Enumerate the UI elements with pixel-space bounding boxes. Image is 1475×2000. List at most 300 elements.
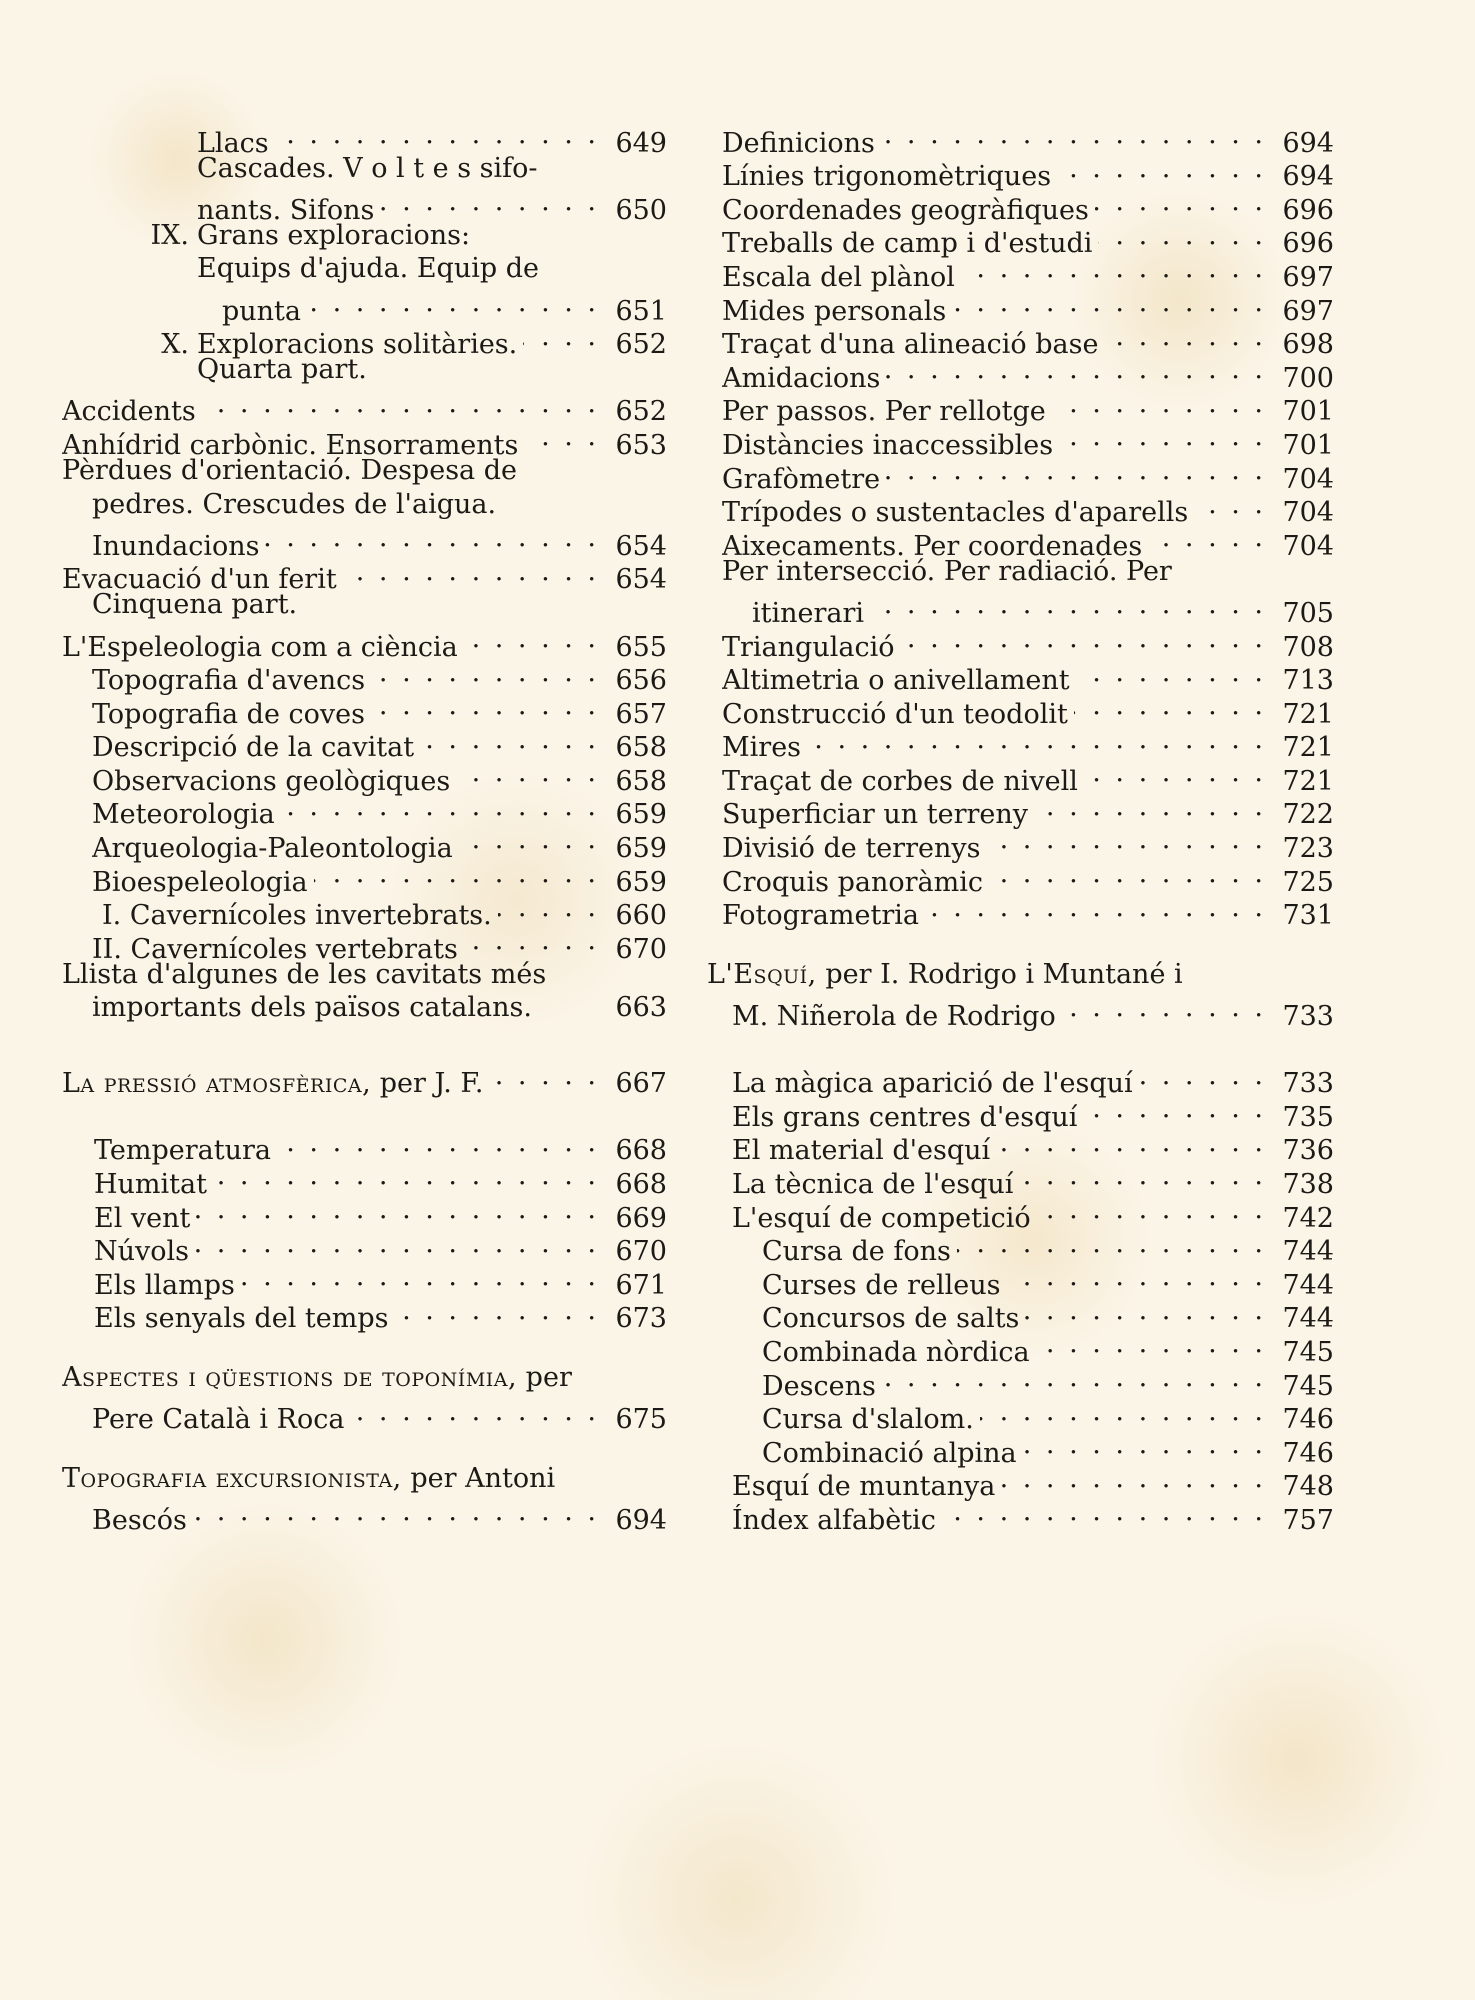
- dot-leader: [371, 689, 599, 723]
- toc-entry-title: [62, 454, 517, 488]
- toc-entry-label: punta: [222, 295, 302, 327]
- toc-entry-title: [722, 798, 1028, 832]
- toc-entry-page-number: 673: [615, 1303, 667, 1335]
- toc-entry: [62, 622, 667, 663]
- toc-entry-title: [732, 1000, 1056, 1034]
- toc-entry-label: Distàncies inaccessibles: [722, 429, 1054, 461]
- toc-entry-title: [197, 252, 539, 286]
- toc-entry-label: Núvols: [94, 1236, 190, 1268]
- toc-entry-author: per: [517, 1361, 572, 1393]
- dot-leader: [1052, 387, 1266, 421]
- toc-entry-page-number: 725: [1282, 866, 1334, 898]
- toc-entry: [722, 588, 1334, 629]
- toc-entry-label: Croquis panoràmic: [722, 866, 983, 898]
- toc-entry-label: Altimetria o anivellament: [722, 665, 1070, 697]
- toc-entry-title: [722, 160, 1051, 194]
- dot-leader: [307, 286, 599, 320]
- toc-entry-page-number: 650: [615, 194, 667, 226]
- toc-entry-label: L'Espeleologia com a ciència: [62, 631, 458, 663]
- dot-leader: [275, 118, 599, 152]
- toc-entry: [722, 991, 1334, 1033]
- toc-entry-title: [722, 295, 946, 329]
- toc-entry-title: [94, 1168, 207, 1202]
- toc-entry-title: [92, 991, 532, 1025]
- dot-leader: [989, 857, 1266, 891]
- toc-entry-title: [62, 1067, 484, 1101]
- toc-entry-label: Grans exploracions:: [197, 219, 471, 251]
- toc-entry-label: Cinquena part.: [92, 589, 298, 621]
- toc-entry-title: [94, 1269, 235, 1303]
- toc-entry-label: Coordenades geogràfiques: [722, 194, 1089, 226]
- toc-entry-title: [94, 1202, 190, 1236]
- toc-entry: [62, 252, 667, 286]
- toc-entry-page-number: 723: [1282, 833, 1334, 865]
- toc-entry-page-number: 694: [615, 1504, 667, 1536]
- toc-entry-page-number: 744: [1282, 1303, 1334, 1335]
- toc-entry: [62, 118, 667, 159]
- toc-entry-label: Evacuació d'un ferit: [62, 564, 337, 596]
- toc-entry-title: [722, 899, 919, 933]
- dot-leader: [1194, 488, 1266, 522]
- toc-entry-label: El vent: [94, 1202, 191, 1234]
- dot-leader: [980, 1395, 1266, 1429]
- dot-leader: [952, 286, 1266, 320]
- toc-entry-page-number: 701: [1282, 429, 1334, 461]
- toc-entry-roman-numeral: X.: [161, 329, 189, 361]
- toc-entry-author: per J. F.: [371, 1068, 484, 1100]
- toc-entry-label: Per intersecció. Per radiació. Per: [722, 555, 1172, 587]
- toc-entry-label: Els senyals del temps: [94, 1303, 389, 1335]
- dot-leader: [1062, 991, 1266, 1025]
- toc-entry-page-number: 698: [1282, 329, 1334, 361]
- toc-entry: [62, 185, 667, 226]
- toc-entry-page-number: 694: [1282, 161, 1334, 193]
- dot-leader: [281, 790, 599, 824]
- dot-leader: [1001, 1462, 1266, 1496]
- toc-entry-title: [762, 1370, 876, 1404]
- toc-entry-label: Línies trigonomètriques: [722, 161, 1052, 193]
- toc-entry-title: [762, 1403, 974, 1437]
- toc-entry-page-number: 660: [615, 900, 667, 932]
- toc-entry-page-number: 721: [1282, 732, 1334, 764]
- toc-entry: [707, 958, 1334, 992]
- toc-entry-label: Traçat d'una alineació base: [722, 329, 1099, 361]
- toc-entry-title: [62, 958, 546, 992]
- toc-entry: [62, 488, 667, 522]
- toc-entry-label: Cursa de fons: [762, 1236, 951, 1268]
- toc-entry-title: [222, 295, 301, 329]
- toc-entry-page-number: 735: [1282, 1101, 1334, 1133]
- dot-leader: [265, 521, 599, 555]
- toc-entry-page-number: 721: [1282, 765, 1334, 797]
- toc-entry-label: Traçat de corbes de nivell: [722, 765, 1078, 797]
- dot-leader: [380, 185, 599, 219]
- toc-entry-page-number: 659: [615, 833, 667, 865]
- toc-entry-label: Els grans centres d'esquí: [732, 1101, 1078, 1133]
- dot-leader: [459, 823, 599, 857]
- toc-entry-title: [722, 127, 875, 161]
- toc-entry-title: [92, 664, 365, 698]
- toc-entry: [62, 1126, 667, 1167]
- toc-entry-title: [92, 866, 308, 900]
- toc-entry-page-number: 721: [1282, 698, 1334, 730]
- toc-entry-label: Topografia d'avencs: [92, 665, 366, 697]
- toc-entry-page-number: 653: [615, 429, 667, 461]
- toc-entry-label: Trípodes o sustentacles d'aparells: [722, 497, 1189, 529]
- toc-entry: [62, 1395, 667, 1436]
- toc-entry-label: II. Cavernícoles vertebrats: [92, 933, 458, 965]
- dot-leader: [1023, 1428, 1266, 1462]
- toc-entry-label: L'Esquí,: [707, 958, 817, 990]
- toc-entry-page-number: 663: [615, 992, 667, 1024]
- toc-entry-page-number: 651: [615, 295, 667, 327]
- toc-entry-label: Definicions: [722, 127, 875, 159]
- dot-leader: [394, 1294, 599, 1328]
- toc-entry-label: importants dels països catalans.: [92, 992, 532, 1024]
- toc-entry-label: Construcció d'un teodolit: [722, 698, 1068, 730]
- dot-leader: [1098, 219, 1266, 253]
- toc-entry-title: [92, 731, 414, 765]
- dot-leader: [420, 723, 599, 757]
- toc-entry-label: Grafòmetre: [722, 463, 881, 495]
- dot-leader: [986, 823, 1266, 857]
- toc-entry-title: [102, 899, 492, 933]
- toc-entry: [62, 1059, 667, 1100]
- toc-entry-label: Llacs: [197, 127, 269, 159]
- toc-entry-page-number: 746: [1282, 1404, 1334, 1436]
- toc-entry-title: [722, 731, 801, 765]
- toc-entry-title: [722, 261, 955, 295]
- toc-entry-label: I. Cavernícoles invertebrats.: [102, 900, 492, 932]
- dot-leader: [202, 387, 599, 421]
- toc-entry-title: [94, 1235, 189, 1269]
- toc-entry-page-number: 671: [615, 1269, 667, 1301]
- toc-entry-label: Descripció de la cavitat: [92, 732, 415, 764]
- toc-entry: [62, 454, 667, 488]
- dot-leader: [925, 891, 1266, 925]
- toc-entry-title: [722, 194, 1089, 228]
- dot-leader: [1074, 689, 1266, 723]
- dot-leader: [1076, 656, 1266, 690]
- toc-entry-title: [722, 631, 894, 665]
- toc-entry-page-number: 736: [1282, 1135, 1334, 1167]
- toc-entry-title: [92, 1504, 187, 1538]
- dot-leader: [1057, 152, 1266, 186]
- toc-entry-title: [762, 1302, 1019, 1336]
- toc-entry-title: [197, 353, 367, 387]
- toc-entry-label: Superficiar un terreny: [722, 799, 1029, 831]
- toc-entry-label: Aixecaments. Per coordenades: [722, 530, 1143, 562]
- toc-entry-label: Combinada nòrdica: [762, 1336, 1030, 1368]
- toc-entry-page-number: 654: [615, 564, 667, 596]
- toc-entry-title: [722, 555, 1172, 589]
- dot-leader: [371, 656, 599, 690]
- toc-entry-title: [722, 362, 880, 396]
- toc-entry-title: [732, 1067, 1133, 1101]
- toc-entry-title: [92, 530, 259, 564]
- toc-entry-page-number: 658: [615, 765, 667, 797]
- toc-entry-author: per Antoni: [401, 1462, 556, 1494]
- toc-entry-label: Aspectes i qüestions de toponímia,: [62, 1361, 518, 1393]
- toc-entry-page-number: 656: [615, 665, 667, 697]
- toc-entry-page-number: 654: [615, 530, 667, 562]
- toc-left-column: [62, 118, 667, 1536]
- toc-entry-page-number: 670: [615, 933, 667, 965]
- toc-entry-label: Anhídrid carbònic. Ensorraments: [62, 429, 519, 461]
- toc-entry-page-number: 668: [615, 1135, 667, 1167]
- toc-entry-title: [752, 597, 864, 631]
- dot-leader: [524, 420, 599, 454]
- dot-leader: [277, 1126, 599, 1160]
- toc-entry-label: itinerari: [752, 597, 865, 629]
- toc-entry-page-number: 705: [1282, 597, 1334, 629]
- toc-entry-title: [762, 1235, 951, 1269]
- toc-entry-label: Concursos de salts: [762, 1303, 1020, 1335]
- toc-entry-label: Arqueologia-Paleontologia: [92, 833, 453, 865]
- toc-entry-title: [92, 1403, 344, 1437]
- dot-leader: [1084, 756, 1266, 790]
- toc-entry-page-number: 669: [615, 1202, 667, 1234]
- dot-leader: [961, 252, 1266, 286]
- toc-entry-title: [92, 698, 365, 732]
- toc-entry-page-number: 704: [1282, 497, 1334, 529]
- toc-entry-label: Esquí de muntanya: [732, 1471, 996, 1503]
- toc-entry-label: Curses de relleus: [762, 1269, 1001, 1301]
- toc-entry: [722, 756, 1334, 797]
- toc-entry-page-number: 659: [615, 799, 667, 831]
- toc-entry-title: [92, 588, 297, 622]
- dot-leader: [886, 353, 1266, 387]
- toc-entry-title: [722, 664, 1070, 698]
- toc-entry: [62, 958, 667, 992]
- toc-entry-title: [732, 1168, 1013, 1202]
- dot-leader: [1025, 1294, 1266, 1328]
- toc-entry: [62, 286, 667, 327]
- dot-leader: [1037, 1193, 1266, 1227]
- toc-entry: [62, 1495, 667, 1536]
- toc-entry-title: [732, 1504, 936, 1538]
- toc-entry: [62, 521, 667, 562]
- dot-leader: [196, 1193, 599, 1227]
- toc-entry-label: Mires: [722, 732, 802, 764]
- toc-entry-label: Llista d'algunes de les cavitats més: [62, 958, 547, 990]
- dot-leader: [195, 1227, 599, 1261]
- toc-entry-page-number: 675: [615, 1404, 667, 1436]
- toc-entry-page-number: 733: [1282, 1068, 1334, 1100]
- dot-leader: [996, 1126, 1266, 1160]
- toc-entry-title: [62, 1462, 555, 1496]
- toc-entry-title: [197, 152, 538, 186]
- toc-entry-page-number: 744: [1282, 1269, 1334, 1301]
- dot-leader: [900, 622, 1266, 656]
- toc-entry-roman-numeral: IX.: [150, 219, 189, 251]
- dot-leader: [343, 555, 599, 589]
- toc-entry-label: Bioespeleologia: [92, 866, 308, 898]
- toc-entry: [62, 387, 667, 428]
- dot-leader: [1104, 320, 1266, 354]
- dot-leader: [881, 118, 1266, 152]
- toc-entry-label: Els llamps: [94, 1269, 235, 1301]
- toc-entry-title: [762, 1269, 1000, 1303]
- toc-entry-page-number: 697: [1282, 295, 1334, 327]
- dot-leader: [870, 588, 1266, 622]
- toc-entry: [62, 1462, 667, 1496]
- dot-leader: [350, 1395, 599, 1429]
- dot-leader: [498, 891, 599, 925]
- toc-entry-page-number: 697: [1282, 261, 1334, 293]
- toc-entry-title: [94, 1302, 388, 1336]
- toc-entry: [722, 118, 1334, 159]
- toc-entry: [722, 555, 1334, 589]
- toc-entry-label: Triangulació: [722, 631, 895, 663]
- toc-entry-page-number: 708: [1282, 631, 1334, 663]
- toc-entry-title: [722, 765, 1078, 799]
- toc-entry: [62, 152, 667, 186]
- dot-leader: [241, 1260, 599, 1294]
- toc-entry-label: Divisió de terrenys: [722, 833, 981, 865]
- toc-entry-label: Mides personals: [722, 295, 947, 327]
- toc-entry-label: La pressió atmosfèrica,: [62, 1068, 372, 1100]
- dot-leader: [1006, 1260, 1266, 1294]
- toc-entry-label: Per passos. Per rellotge: [722, 396, 1046, 428]
- dot-leader: [213, 1159, 599, 1193]
- toc-entry-page-number: 701: [1282, 396, 1334, 428]
- dot-leader: [1036, 1327, 1266, 1361]
- toc-entry-title: [722, 496, 1188, 530]
- toc-entry-page-number: 652: [615, 396, 667, 428]
- toc-entry-label: Índex alfabètic: [732, 1504, 936, 1536]
- toc-entry-page-number: 738: [1282, 1169, 1334, 1200]
- toc-entry: [62, 219, 667, 253]
- dot-leader: [886, 454, 1266, 488]
- toc-entry-page-number: 713: [1282, 665, 1334, 697]
- toc-entry: [62, 991, 667, 1025]
- toc-entry-label: Escala del plànol: [722, 261, 955, 293]
- toc-entry-page-number: 670: [615, 1236, 667, 1268]
- dot-leader: [882, 1361, 1266, 1395]
- toc-entry-title: [722, 463, 880, 497]
- toc-entry-page-number: 655: [615, 631, 667, 663]
- toc-entry-page-number: 722: [1282, 799, 1334, 831]
- dot-leader: [957, 1227, 1266, 1261]
- toc-entry: [722, 1059, 1334, 1100]
- toc-entry-page-number: 733: [1282, 1001, 1334, 1033]
- toc-entry-label: Temperatura: [94, 1135, 272, 1167]
- toc-entry-label: M. Niñerola de Rodrigo: [732, 1001, 1056, 1033]
- toc-entry-page-number: 694: [1282, 127, 1334, 159]
- toc-entry: [722, 723, 1334, 764]
- toc-entry-page-number: 667: [615, 1068, 667, 1100]
- toc-entry-title: [117, 219, 470, 253]
- dot-leader: [1019, 1159, 1266, 1193]
- toc-entry-page-number: 658: [615, 732, 667, 764]
- toc-entry-label: pedres. Crescudes de l'aigua.: [92, 488, 497, 520]
- toc-entry-label: Inundacions: [92, 530, 260, 562]
- toc-entry-label: Cursa d'slalom.: [762, 1404, 974, 1436]
- toc-entry-page-number: 745: [1282, 1336, 1334, 1368]
- toc-entry-page-number: 668: [615, 1169, 667, 1200]
- toc-entry-page-number: 746: [1282, 1437, 1334, 1469]
- dot-leader: [464, 622, 599, 656]
- toc-entry-page-number: 704: [1282, 463, 1334, 495]
- toc-entry-label: Fotogrametria: [722, 900, 919, 932]
- toc-entry-label: Bescós: [92, 1504, 187, 1536]
- toc-entry-title: [722, 832, 980, 866]
- toc-entry: [62, 320, 667, 361]
- dot-leader: [490, 1059, 599, 1093]
- dot-leader: [193, 1495, 599, 1529]
- dot-leader: [456, 756, 599, 790]
- toc-right-column: [707, 118, 1334, 1536]
- toc-entry-page-number: 659: [615, 866, 667, 898]
- toc-entry-label: Cascades. V o l t e s sifo-: [197, 152, 538, 184]
- toc-entry-title: [762, 1437, 1017, 1471]
- toc-entry-page-number: 700: [1282, 362, 1334, 394]
- toc-entry-page-number: 742: [1282, 1202, 1334, 1234]
- dot-leader: [1083, 1092, 1266, 1126]
- toc-entry-title: [62, 1361, 572, 1395]
- toc-entry-label: Topografia excursionista,: [62, 1462, 402, 1494]
- section-gap: [62, 1025, 667, 1059]
- toc-entry: [62, 1361, 667, 1395]
- dot-leader: [942, 1495, 1266, 1529]
- dot-leader: [1095, 185, 1266, 219]
- toc-entry-label: Equips d'ajuda. Equip de: [197, 253, 539, 285]
- toc-entry-label: Quarta part.: [197, 354, 367, 386]
- toc-entry-title: [92, 798, 275, 832]
- toc-entry-label: Humitat: [94, 1169, 207, 1200]
- dot-leader: [1148, 521, 1266, 555]
- toc-entry-page-number: 649: [615, 127, 667, 159]
- dot-leader: [1059, 420, 1266, 454]
- toc-entry-label: Combinació alpina: [762, 1437, 1017, 1469]
- toc-entry-label: Amidacions: [722, 362, 881, 394]
- toc-entry-title: [722, 395, 1046, 429]
- toc-entry-label: El material d'esquí: [732, 1135, 991, 1167]
- toc-entry-title: [707, 958, 1183, 992]
- toc-entry-page-number: 748: [1282, 1471, 1334, 1503]
- toc-entry-label: Meteorologia: [92, 799, 275, 831]
- toc-entry-page-number: 657: [615, 698, 667, 730]
- dot-leader: [1139, 1059, 1266, 1093]
- toc-entry-label: La màgica aparició de l'esquí: [732, 1068, 1133, 1100]
- toc-entry-page-number: 731: [1282, 900, 1334, 932]
- toc-entry-page-number: 696: [1282, 194, 1334, 226]
- toc-entry-label: Accidents: [62, 396, 196, 428]
- dot-leader: [807, 723, 1266, 757]
- toc-entry-page-number: 744: [1282, 1236, 1334, 1268]
- dot-leader: [314, 857, 599, 891]
- toc-entry-label: Descens: [762, 1370, 876, 1402]
- dot-leader: [523, 320, 599, 354]
- toc-entry: [62, 588, 667, 622]
- toc-entry-label: La tècnica de l'esquí: [732, 1169, 1014, 1200]
- toc-entry-label: L'esquí de competició: [732, 1202, 1031, 1234]
- dot-leader: [1034, 790, 1266, 824]
- toc-entry-label: Treballs de camp i d'estudi: [722, 228, 1093, 260]
- toc-entry-page-number: 745: [1282, 1370, 1334, 1402]
- toc-entry-title: [92, 488, 496, 522]
- toc-entry-label: Topografia de coves: [92, 698, 365, 730]
- toc-entry-author: per I. Rodrigo i Muntané i: [816, 958, 1183, 990]
- toc-entry-title: [62, 395, 196, 429]
- toc-entry-title: [732, 1134, 990, 1168]
- toc-entry-label: Observacions geològiques: [92, 765, 451, 797]
- toc-entry-page-number: 652: [615, 329, 667, 361]
- toc-entry-label: nants. Sifons: [197, 194, 375, 226]
- dot-leader: [464, 924, 599, 958]
- toc-entry-page-number: 696: [1282, 228, 1334, 260]
